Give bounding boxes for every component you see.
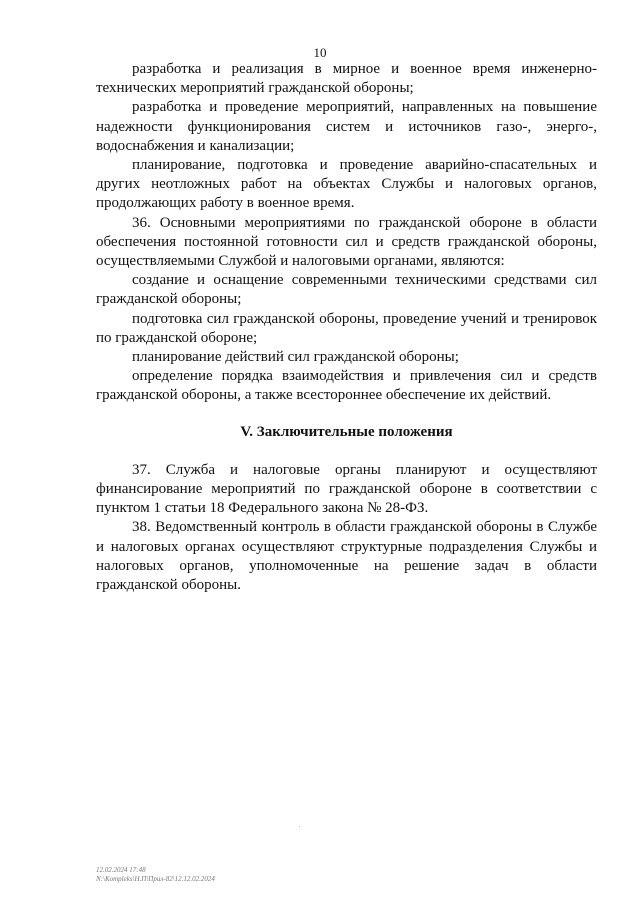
paragraph-item-37: 37. Служба и налоговые органы планируют и осуществляют финансирование мероприятий по гражданской обороне в соответствии с пунктом 1 статьи 18 Федерального закона № 28-ФЗ. bbox=[96, 461, 597, 517]
paragraph-item: разработка и реализация в мирное и военное время инженерно-технических мероприятий гражданской обороны; bbox=[96, 61, 597, 97]
paragraph-item: планирование действий сил гражданской обороны; bbox=[132, 349, 459, 366]
scan-speck bbox=[299, 826, 300, 827]
footer-timestamp: 12.02.2024 17:48 bbox=[96, 866, 146, 874]
paragraph-item: определение порядка взаимодействия и привлечения сил и средств гражданской обороны, а также всестороннее обеспечение их действий. bbox=[96, 368, 597, 404]
page-number: 10 bbox=[313, 45, 327, 60]
document-footer-stamp bbox=[96, 866, 215, 884]
paragraph-item-38: 38. Ведомственный контроль в области гражданской обороны в Службе и налоговых органах осуществляют структурные подразделения Службы и налоговых органов, уполномоченные на решение задач в области гражданской обороны. bbox=[96, 519, 597, 594]
footer-file-path: N:\Kompleks\Н.П\Прил-82\12.12.02.2024 bbox=[96, 875, 215, 883]
paragraph-item: разработка и проведение мероприятий, направленных на повышение надежности функционирования систем и источников газо-, энерго-, водоснабжения и канализации; bbox=[96, 99, 597, 154]
paragraph-item: создание и оснащение современными техническими средствами сил гражданской обороны; bbox=[96, 272, 597, 308]
paragraph-item: планирование, подготовка и проведение аварийно-спасательных и других неотложных работ на объектах Службы и налоговых органов, продолжающих работу в военное время. bbox=[96, 157, 597, 212]
section-heading: V. Заключительные положения bbox=[240, 423, 453, 440]
paragraph-item-36: 36. Основными мероприятиями по гражданской обороне в области обеспечения постоянной готовности сил и средств гражданской обороны, осуществляемыми Службой и налоговыми органами, являются: bbox=[96, 214, 597, 270]
document-body bbox=[96, 60, 597, 595]
paragraph-item: подготовка сил гражданской обороны, проведение учений и тренировок по гражданской обороне; bbox=[96, 310, 597, 346]
